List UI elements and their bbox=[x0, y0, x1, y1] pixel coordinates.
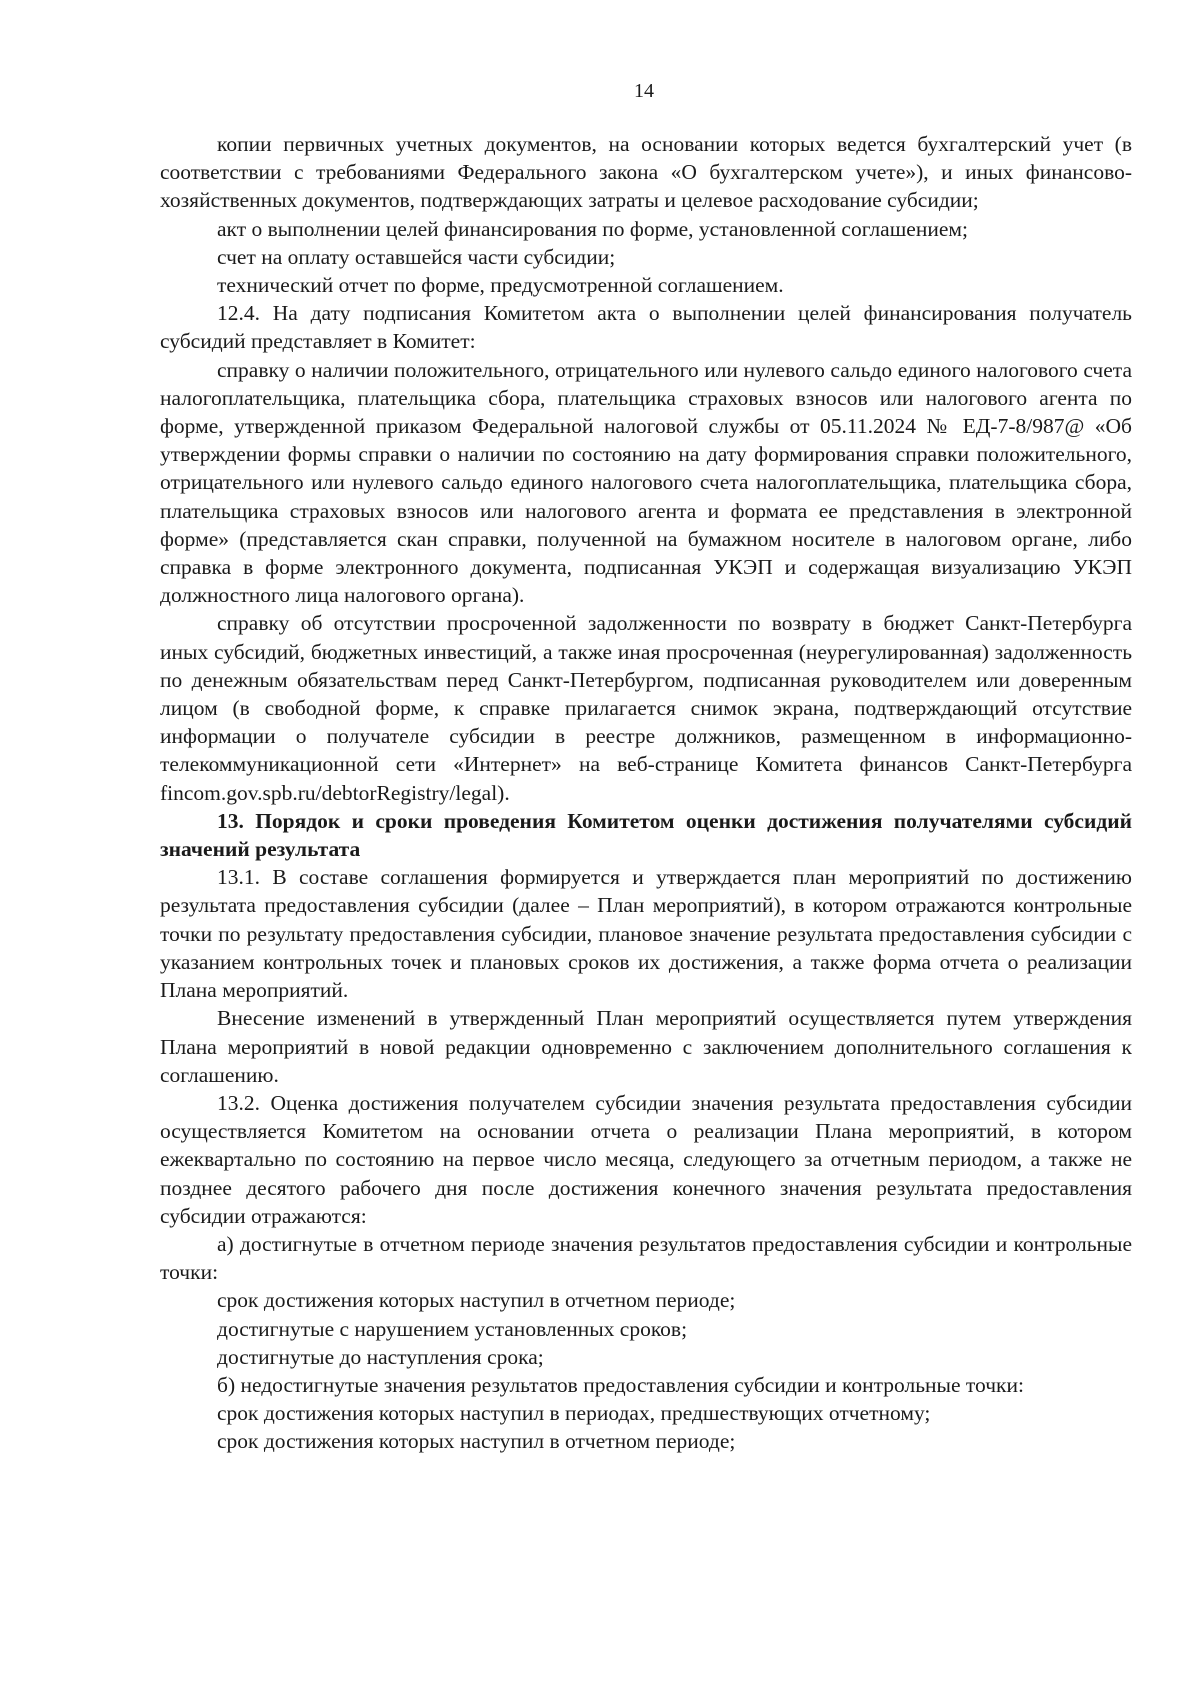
list-item-a-3: достигнутые до наступления срока; bbox=[217, 1344, 544, 1369]
paragraph-primary-documents: копии первичных учетных документов, на основании которых ведется бухгалтерский учет (в соответствии с требованиями Федерального закона «О бухгалтерском учете»), и иных финансово-хозяйственных документов, подтверждающих затраты и целевое расходование субсидии; bbox=[160, 132, 1132, 213]
paragraph-item-a: а) достигнутые в отчетном периоде значения результатов предоставления субсидии и контрольные точки: bbox=[160, 1231, 1132, 1285]
paragraph-item-b: б) недостигнутые значения результатов предоставления субсидии и контрольные точки: bbox=[217, 1372, 1024, 1397]
list-item-act: акт о выполнении целей финансирования по форме, установленной соглашением; bbox=[217, 216, 968, 241]
paragraph-13-1: 13.1. В составе соглашения формируется и утверждается план мероприятий по достижению результата предоставления субсидии (далее – План мероприятий), в котором отражаются контрольные точки по результату предоставления субсидии, плановое значение результата предоставления субсидии с указанием контрольных точек и плановых сроков их достижения, а также форма отчета о реализации Плана мероприятий. bbox=[160, 865, 1132, 1003]
list-item-b-2: срок достижения которых наступил в отчетном периоде; bbox=[217, 1429, 736, 1454]
list-item-invoice: счет на оплату оставшейся части субсидии; bbox=[217, 244, 616, 269]
document-body bbox=[160, 130, 1132, 1456]
list-item-technical-report: технический отчет по форме, предусмотренной соглашением. bbox=[217, 273, 784, 298]
list-item-a-2: достигнутые с нарушением установленных сроков; bbox=[217, 1316, 688, 1341]
list-item-a-1: срок достижения которых наступил в отчетном периоде; bbox=[217, 1288, 736, 1313]
list-item-b-1: срок достижения которых наступил в периодах, предшествующих отчетному; bbox=[217, 1401, 931, 1426]
page-number: 14 bbox=[634, 80, 654, 102]
paragraph-tax-certificate: справку о наличии положительного, отрицательного или нулевого сальдо единого налогового счета налогоплательщика, плательщика сбора, плательщика страховых взносов или налогового агента по форме, утвержденной приказом Федеральной налоговой службы от 05.11.2024 № ЕД-7-8/987@ «Об утверждении формы справки о наличии по состоянию на дату формирования справки положительного, отрицательного или нулевого сальдо единого налогового счета налогоплательщика, плательщика сбора, плательщика страховых взносов или налогового агента и формата ее представления в электронной форме» (представляется скан справки, полученной на бумажном носителе в налоговом органе, либо справка в форме электронного документа, подписанная УКЭП и содержащая визуализацию УКЭП должностного лица налогового органа). bbox=[160, 357, 1132, 608]
paragraph-debt-certificate: справку об отсутствии просроченной задолженности по возврату в бюджет Санкт-Петербурга иных субсидий, бюджетных инвестиций, а также иная просроченная (неурегулированная) задолженность по денежным обязательствам перед Санкт-Петербургом, подписанная руководителем или доверенным лицом (в свободной форме, к справке прилагается снимок экрана, подтверждающий отсутствие информации о получателе субсидии в реестре должников, размещенном в информационно-телекоммуникационной сети «Интернет» на веб-странице Комитета финансов Санкт-Петербурга fincom.gov.spb.ru/debtorRegistry/legal). bbox=[160, 611, 1132, 805]
section-heading-13: 13. Порядок и сроки проведения Комитетом оценки достижения получателями субсидий значений результата bbox=[160, 808, 1132, 862]
paragraph-12-4: 12.4. На дату подписания Комитетом акта о выполнении целей финансирования получатель субсидий представляет в Комитет: bbox=[160, 301, 1132, 354]
paragraph-13-2: 13.2. Оценка достижения получателем субсидии значения результата предоставления субсидии осуществляется Комитетом на основании отчета о реализации Плана мероприятий, в котором ежеквартально по состоянию на первое число месяца, следующего за отчетным периодом, а также не позднее десятого рабочего дня после достижения конечного значения результата предоставления субсидии отражаются: bbox=[160, 1090, 1132, 1228]
paragraph-plan-changes: Внесение изменений в утвержденный План мероприятий осуществляется путем утверждения Плана мероприятий в новой редакции одновременно с заключением дополнительного соглашения к соглашению. bbox=[160, 1006, 1132, 1087]
